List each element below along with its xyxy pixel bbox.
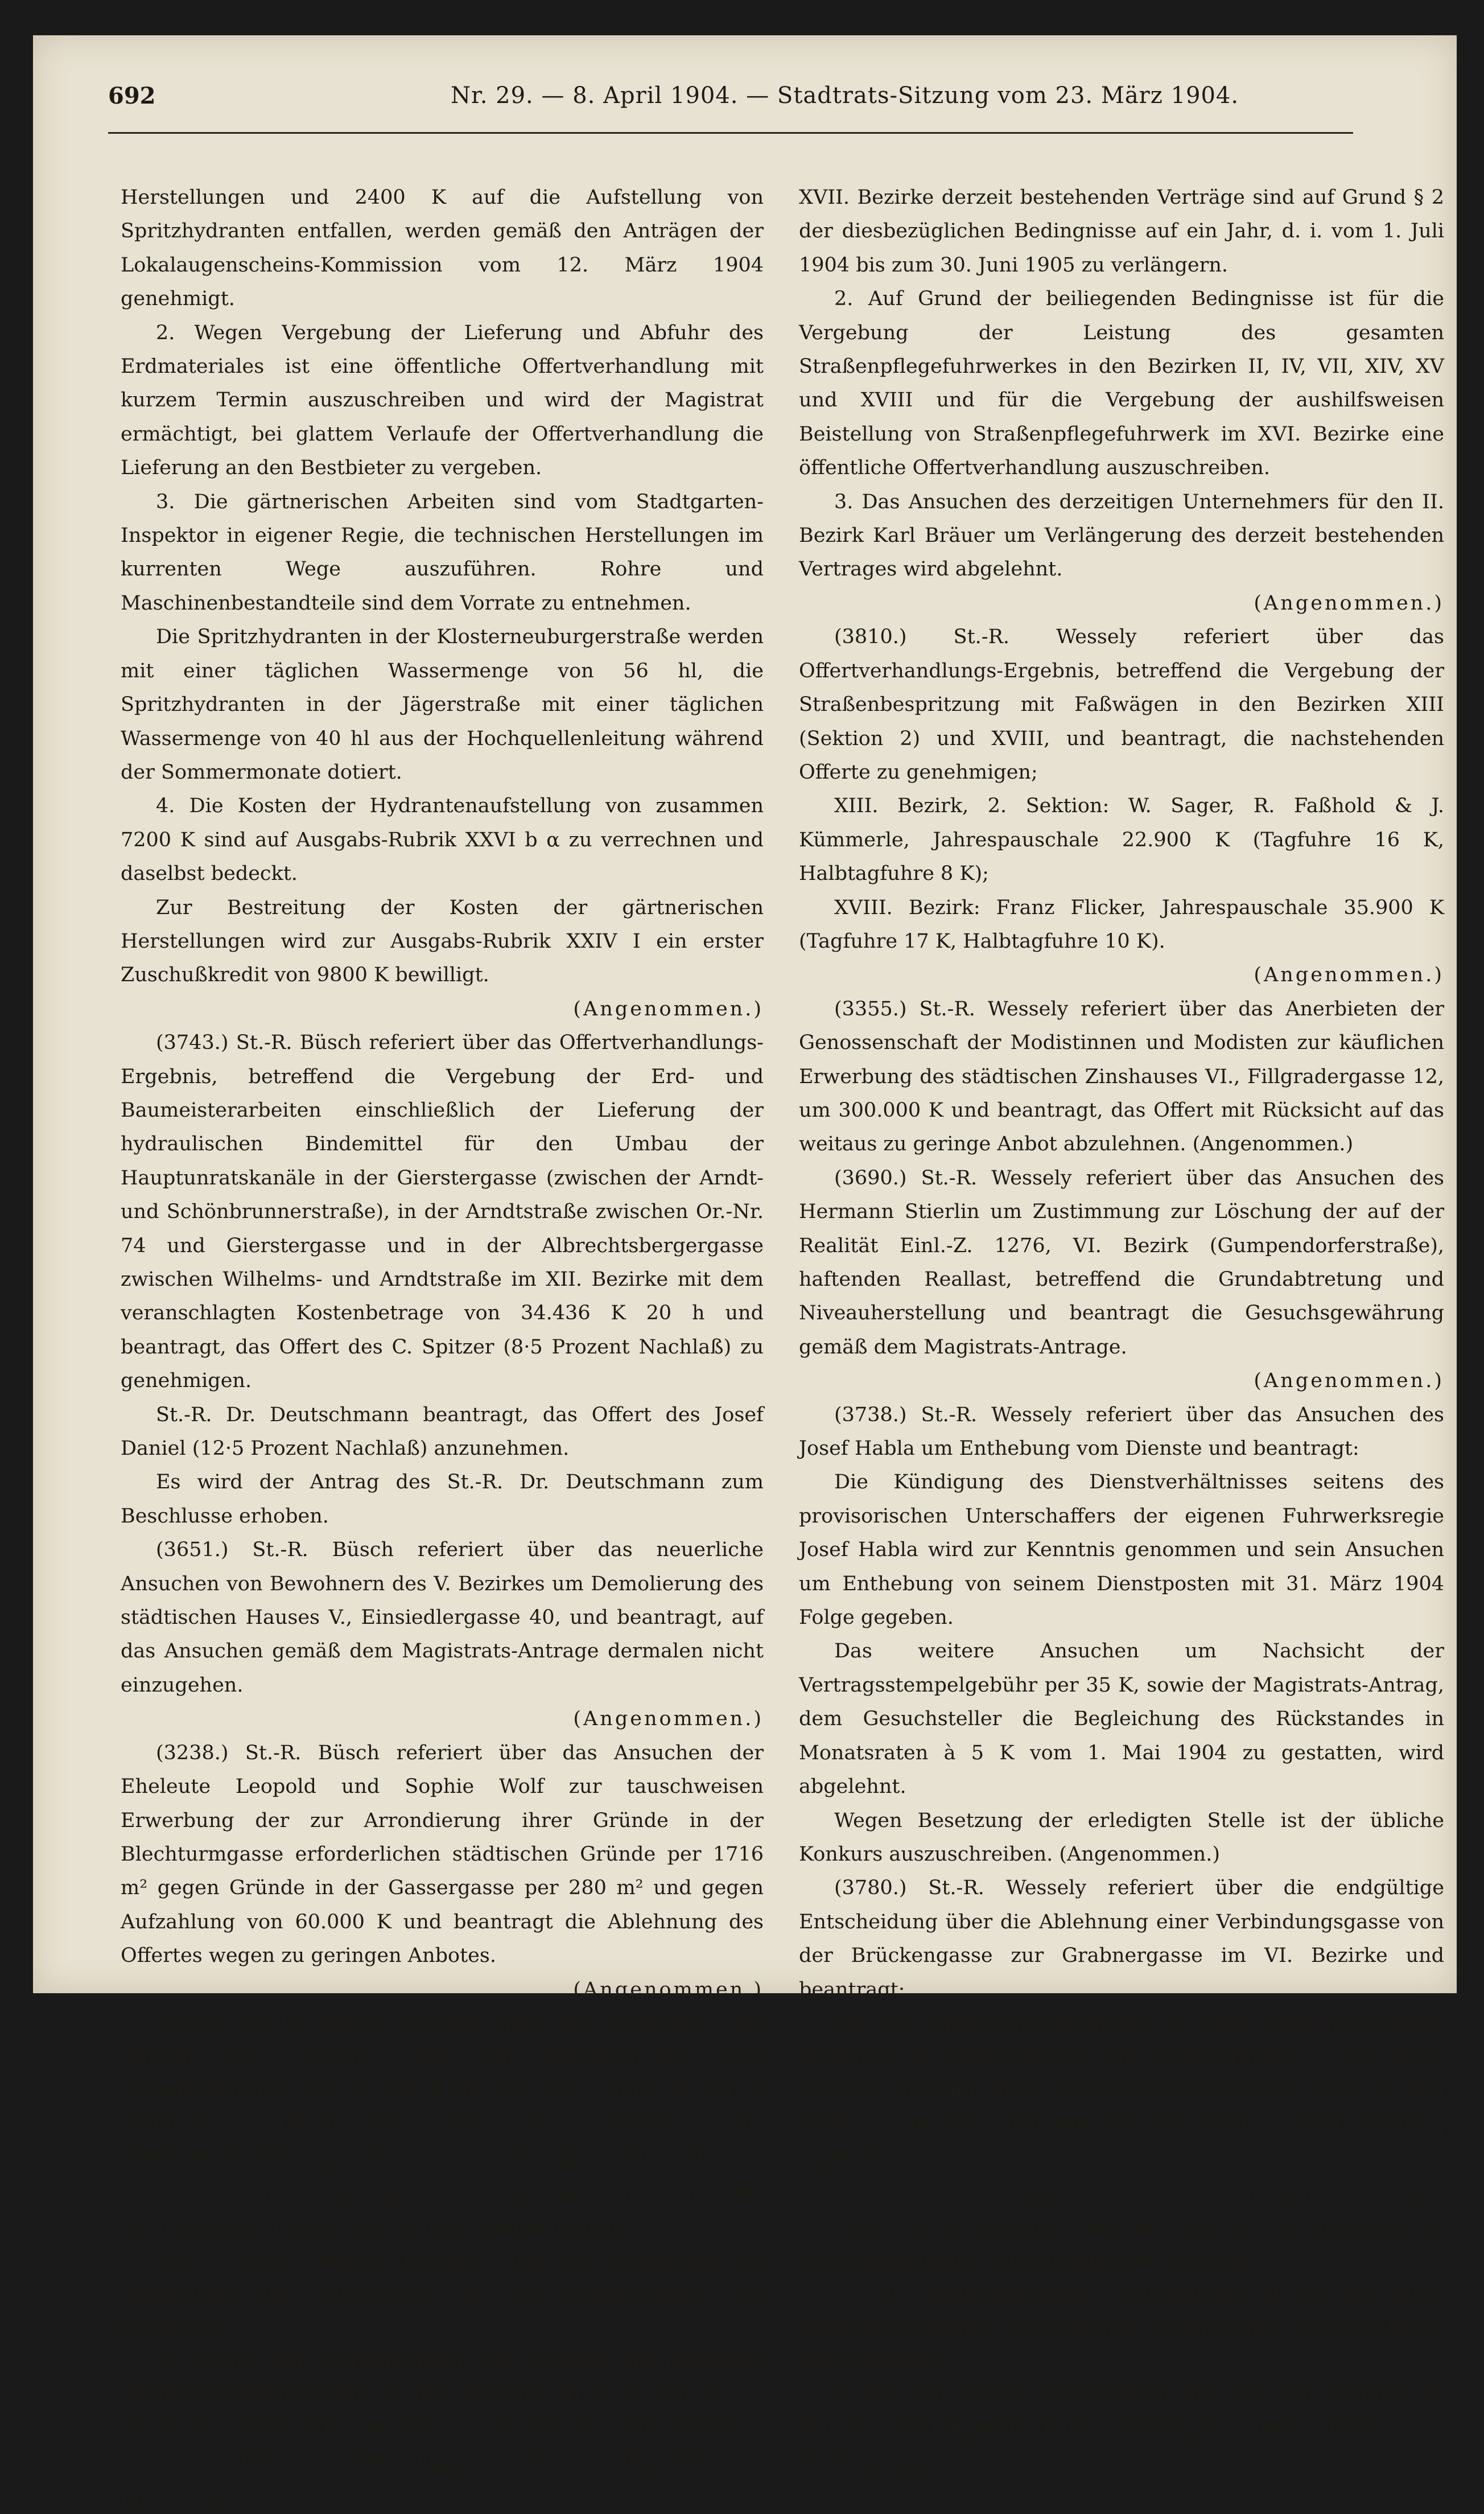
paragraph: Die Kündigung des Dienstverhältnisses seitens des provisorischen Unterschaffers der eigenen Fuhrwerksregie Josef Habla wird zur Kenntnis genommen und sein Ansuchen um Enthebung von seinem Dienstposten mit 31. März 1904 Folge gegeben.: [799, 1471, 1444, 1630]
paragraph: XVIII. Bezirk: Franz Flicker, Jahrespauschale 35.900 K (Tagfuhre 17 K, Halbtagfuhre 10 K).: [799, 896, 1444, 953]
paragraph: (3743.) St.-R. Büsch referiert über das Offertverhandlungs-Ergebnis, betreffend die Vergebung der Erd- und Baumeisterarbeiten einschließlich der Lieferung der hydraulischen Bindemittel für den Umbau der Hauptunratskanäle in der Gierstergasse (zwischen der Arndt- und Schönbrunnerstraße), in der Arndtstraße zwischen Or.-Nr. 74 und Gierstergasse und in der Albrechtsbergergasse zwischen Wilhelms- und Arndtstraße im XII. Bezirke mit dem veranschlagten Kostenbetrage von 34.436 K 20 h und beantragt, das Offert des C. Spitzer (8·5 Prozent Nachlaß) zu genehmigen.: [121, 1031, 764, 1393]
paragraph: (3238.) St.-R. Büsch referiert über das Ansuchen der Eheleute Leopold und Sophie Wolf zur tauschweisen Erwerbung der zur Arrondierung ihrer Gründe in der Blechturmgasse erforderlichen städtischen Gründe per 1716 m² gegen Gründe in der Gassergasse per 280 m² und gegen Aufzahlung von 60.000 K und beantragt die Ablehnung des Offertes wegen zu geringen Anbotes.: [121, 1741, 764, 1968]
paragraph: 3. Die gärtnerischen Arbeiten sind vom Stadtgarten-Inspektor in eigener Regie, die technischen Herstellungen im kurrenten Wege auszuführen. Rohre und Maschinenbestandteile sind dem Vorrate zu entnehmen.: [121, 490, 764, 615]
paragraph: Das weitere Ansuchen um Nachsicht der Vertragsstempelgebühr per 35 K, sowie der Magistrats-Antrag, dem Gesuchsteller die Begleichung des Rückstandes in Monatsraten à 5 K vom 1. Mai 1904 zu gestatten, wird abgelehnt.: [799, 1640, 1444, 1799]
paragraph: XIII. Bezirk, 2. Sektion: W. Sager, R. Faßhold & J. Kümmerle, Jahrespauschale 22.900 K (Tagfuhre 16 K, Halbtagfuhre 8 K);: [799, 795, 1444, 886]
resolution-note: (Angenommen.): [573, 997, 764, 1021]
paragraph: (3812.) St.-R. Wessely referiert über die Vergebung der Beistellung des Fuhrwerkes für die Straßenpflege und beantragt:: [121, 2248, 764, 2339]
page-number: 692: [108, 83, 156, 109]
paragraph: (3526.) St.-R. Büsch referiert über das Ansuchen des Eduard und Leopold Hirtl um Zuerkennung einer Schadloshaltung von 75.000 K für den vom Hause Or.-Nr. 5 Meidlinger Hauptstraße im XII. Bezirke, zur Straßenverbreiterung abzutretenden Grund im Ausmaße von 975·85 m² und beantragt, das Ansuchen im Sinne des Bezirksamts-Antrages abzulehnen. (Angenommen.): [121, 2011, 764, 2238]
paragraph: (3738.) St.-R. Wessely referiert über das Ansuchen des Josef Habla um Enthebung vom Dienste und beantragt:: [799, 1403, 1444, 1460]
resolution-note: (Angenommen.): [573, 1707, 764, 1731]
resolution-note: (Angenommen.): [1254, 591, 1444, 615]
left-column: [121, 181, 764, 2508]
paragraph: 4. Die Kosten der Hydrantenaufstellung von zusammen 7200 K sind auf Ausgabs-Rubrik XXVI b α zu verrechnen und daselbst bedeckt.: [121, 795, 764, 886]
paragraph: (2914. St.-R. Schreiner referiert über die Verlängerung der Straßenbahnlinie Neuwaldegg und beantragt:: [799, 2215, 1444, 2272]
paragraph: (3690.) St.-R. Wessely referiert über das Ansuchen des Hermann Stierlin um Zustimmung zur Löschung der auf der Realität Einl.-Z. 1276, VI. Bezirk (Gumpendorferstraße), haftenden Reallast, betreffend die Grundabtretung und Niveauherstellung und beantragt die Gesuchsgewährung gemäß dem Magistrats-Antrage.: [799, 1166, 1444, 1359]
paragraph: (3780.) St.-R. Wessely referiert über die endgültige Entscheidung über die Ablehnung einer Verbindungsgasse von der Brückengasse zur Grabnergasse im VI. Bezirke und beantragt:: [799, 1877, 1444, 2001]
paragraph: Wegen Besetzung der erledigten Stelle ist der übliche Konkurs auszuschreiben. (Angenommen.): [799, 1809, 1444, 1866]
paragraph: Von der Baulinienbestimmung für eine Verbindungsgasse zwischen der Brückengasse und Grabnergasse — auf deren Genehmigung mit dem Gemeinderats-Beschlusse vom 10. Mai 1899 nur „derzeit“ nicht eingegangen wurde — wird endgültig abgesehen.: [799, 2011, 1444, 2170]
resolution-note: (Angenommen.): [1254, 1369, 1444, 1393]
header-rule: [108, 132, 1353, 134]
paragraph: 2. Wegen Vergebung der Lieferung und Abfuhr des Erdmateriales ist eine öffentliche Offertverhandlung mit kurzem Termin auszuschreiben und wird der Magistrat ermächtigt, bei glattem Verlaufe der Offertverhandlung die Lieferung an den Bestbieter zu vergeben.: [121, 321, 764, 480]
paragraph: 2. Der Bau dieser Straßenbahnlinie wird der Siemens & Halske Aktiengesellschaft übertragen und finden die Bestimmungen: [799, 2384, 1444, 2475]
paragraph: (3355.) St.-R. Wessely referiert über das Anerbieten der Genossenschaft der Modistinnen und Modisten zur käuflichen Erwerbung des städtischen Zinshauses VI., Fillgradergasse 12, um 300.000 K und beantragt, das Offert mit Rücksicht auf das weitaus zu geringe Anbot abzulehnen. (Angenommen.): [799, 997, 1444, 1156]
right-column: [799, 181, 1444, 2475]
paragraph: 3. Das Ansuchen des derzeitigen Unternehmers für den II. Bezirk Karl Bräuer um Verlängerung des derzeit bestehenden Vertrages wird abgelehnt.: [799, 490, 1444, 581]
resolution-note: (Angenommen.): [573, 1978, 764, 2001]
paragraph: 1. Die mit den Unternehmern zur Leistung des gesamten Straßenpflegefuhrwerkes in den Bezirken III, IV, V, VIII, IX, X, XII, XIII/I, XIII/II, XIX und XX und die mit den Unternehmern für die aushilfsweise Beistellung von Straßenpflegefuhrwerk im XI. und: [121, 2350, 764, 2508]
paragraph: (3651.) St.-R. Büsch referiert über das neuerliche Ansuchen von Bewohnern des V. Bezirkes um Demolierung des städtischen Hauses V., Einsiedlergasse 40, und beantragt, auf das Ansuchen gemäß dem Magistrats-Antrage dermalen nicht einzugehen.: [121, 1538, 764, 1697]
paragraph: 2. Auf Grund der beiliegenden Bedingnisse ist für die Vergebung der Leistung des gesamten Straßenpflegefuhrwerkes in den Bezirken II, IV, VII, XIV, XV und XVIII und für die Vergebung der aushilfsweisen Beistellung von Straßenpflegefuhrwerk im XVI. Bezirke eine öffentliche Offertverhandlung auszuschreiben.: [799, 287, 1444, 480]
page-header: [108, 83, 1239, 117]
paragraph: (3810.) St.-R. Wessely referiert über das Offertverhandlungs-Ergebnis, betreffend die Vergebung der Straßenbespritzung mit Faßwägen in den Bezirken XIII (Sektion 2) und XVIII, und beantragt, die nachstehenden Offerte zu genehmigen;: [799, 626, 1444, 784]
paragraph: St.-R. Dr. Deutschmann beantragt, das Offert des Josef Daniel (12·5 Prozent Nachlaß) anzunehmen.: [121, 1403, 764, 1460]
issue-header: Nr. 29. — 8. April 1904. — Stadtrats-Sitzung vom 23. März 1904.: [451, 83, 1239, 109]
paragraph: Die Spritzhydranten in der Klosterneuburgerstraße werden mit einer täglichen Wassermenge von 56 hl, die Spritzhydranten in der Jägerstraße mit einer täglichen Wassermenge von 40 hl aus der Hochquellenleitung während der Sommermonate dotiert.: [121, 626, 764, 784]
resolution-note: (Angenommen.): [1254, 964, 1444, 987]
paragraph: 1. Die Straßenbahnlinie Neuwaldegg ist bis zur alten Alsbacheinwölbung zu verlängern und mit einer Geleiseschleife abzuschließen.: [799, 2282, 1444, 2373]
paragraph: Zur Bestreitung der Kosten der gärtnerischen Herstellungen wird zur Ausgabs-Rubrik XXIV I ein erster Zuschußkredit von 9800 K bewilligt.: [121, 896, 764, 987]
paragraph: Es wird der Antrag des St.-R. Dr. Deutschmann zum Beschlusse erhoben.: [121, 1471, 764, 1528]
continued-paragraph: Herstellungen und 2400 K auf die Aufstellung von Spritzhydranten entfallen, werden gemäß den Anträgen der Lokalaugenscheins-Kommission vom 12. März 1904 genehmigt.: [121, 186, 764, 311]
resolution-note: (Angenommen; an den Gemeinderat.): [989, 2180, 1444, 2204]
continued-paragraph: XVII. Bezirke derzeit bestehenden Verträge sind auf Grund § 2 der diesbezüglichen Bedingnisse auf ein Jahr, d. i. vom 1. Juli 1904 bis zum 30. Juni 1905 zu verlängern.: [799, 186, 1444, 277]
